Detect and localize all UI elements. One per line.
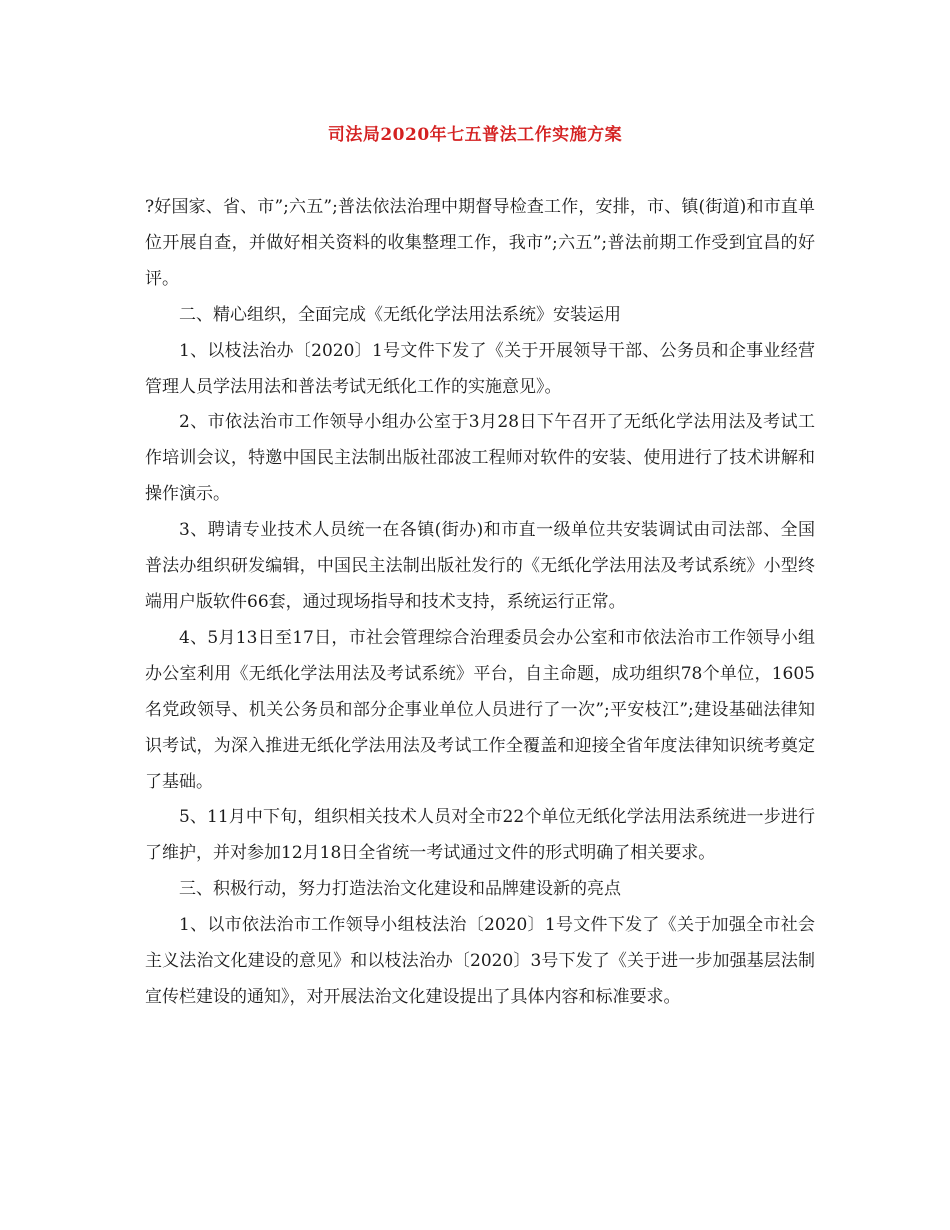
paragraph-item-4: 4、5月13日至17日，市社会管理综合治理委员会办公室和市依法治市工作领导小组办公室利用《无纸化学法用法及考试系统》平台，自主命题，成功组织78个单位，1605名党政领导、机关公务员和部分企事业单位人员进行了一次”;平安枝江”;建设基础法律知识考试，为深入推进无纸化学法用法及考试工作全覆盖和迎接全省年度法律知识统考奠定了基础。 xyxy=(145,627,815,792)
paragraph-item-3: 3、聘请专业技术人员统一在各镇(街办)和市直一级单位共安装调试由司法部、全国普法办组织研发编辑，中国民主法制出版社发行的《无纸化学法用法及考试系统》小型终端用户版软件66套，通过现场指导和技术支持，系统运行正常。 xyxy=(145,520,815,612)
paragraph-item-1: 1、以枝法治办〔2020〕1号文件下发了《关于开展领导干部、公务员和企事业经营管理人员学法用法和普法考试无纸化工作的实施意见》。 xyxy=(145,340,815,397)
paragraph-item-3-1: 1、以市依法治市工作领导小组枝法治〔2020〕1号文件下发了《关于加强全市社会主义法治文化建设的意见》和以枝法治办〔2020〕3号下发了《关于进一步加强基层法制宣传栏建设的通知》，对开展法治文化建设提出了具体内容和标准要求。 xyxy=(145,915,815,1007)
document-body xyxy=(145,190,815,1016)
paragraph-item-2: 2、市依法治市工作领导小组办公室于3月28日下午召开了无纸化学法用法及考试工作培训会议，特邀中国民主法制出版社邵波工程师对软件的安装、使用进行了技术讲解和操作演示。 xyxy=(145,412,815,505)
paragraph-item-5: 5、11月中下旬，组织相关技术人员对全市22个单位无纸化学法用法系统进一步进行了维护，并对参加12月18日全省统一考试通过文件的形式明确了相关要求。 xyxy=(145,807,815,864)
section-heading-2: 二、精心组织，全面完成《无纸化学法用法系统》安装运用 xyxy=(179,304,621,325)
section-heading-3: 三、积极行动，努力打造法治文化建设和品牌建设新的亮点 xyxy=(179,879,621,900)
paragraph-continuation: ?好国家、省、市”;六五”;普法依法治理中期督导检查工作，安排，市、镇(街道)和市直单位开展自查，并做好相关资料的收集整理工作，我市”;六五”;普法前期工作受到宜昌的好评。 xyxy=(145,197,815,289)
document-title: 司法局2020年七五普法工作实施方案 xyxy=(327,125,623,145)
